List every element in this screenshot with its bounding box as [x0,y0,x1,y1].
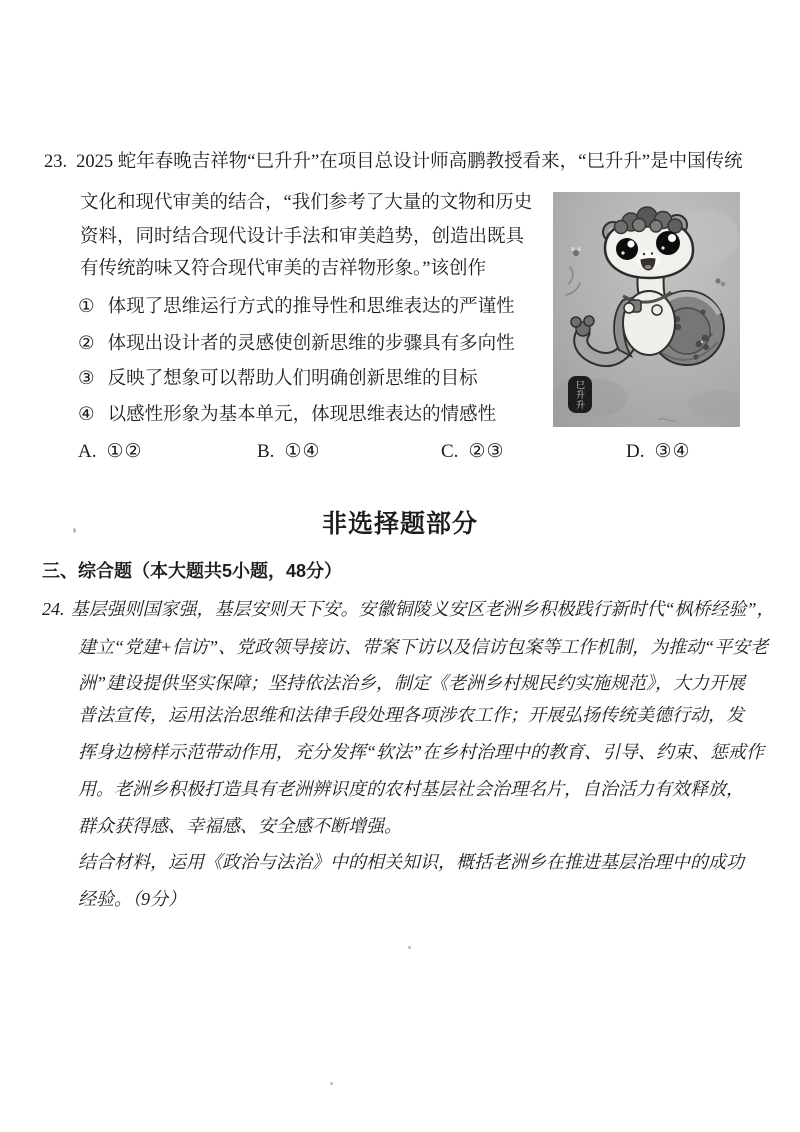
q24-line-3: 洲”建设提供坚实保障；坚持依法治乡，制定《老洲乡村规民约实施规范》，大力开展 [78,673,746,693]
choice-b [257,440,321,463]
q24-line-4: 普法宣传，运用法治思维和法律手段处理各项涉农工作；开展弘扬传统美德行动，发 [78,705,744,725]
circled-4-marker: ④ [78,405,95,425]
mascot-seal: 巳升升 [568,376,592,413]
choice-c-value: ②③ [468,441,505,462]
q24-line-6: 用。老洲乡积极打造具有老洲辨识度的农村基层社会治理名片，自治活力有效释放， [78,779,744,799]
q24-line-1 [42,598,775,620]
choice-a-label: A. [78,441,97,462]
q24-line-2: 建立“党建+信访”、党政领导接访、带案下访以及信访包案等工作机制，为推动“平安老 [78,637,769,657]
choice-a-value: ①② [106,441,143,462]
q24-line-8: 结合材料，运用《政治与法治》中的相关知识，概括老洲乡在推进基层治理中的成功 [78,852,744,872]
q23-option-1 [78,292,515,318]
q23-option-2-text: 体现出设计者的灵感使创新思维的步骤具有多向性 [107,334,515,354]
q23-line-1 [44,151,743,173]
q23-option-2 [78,329,515,355]
q23-option-4-text: 以感性形象为基本单元，体现思维表达的情感性 [107,405,497,425]
mascot-figure [553,192,740,427]
q23-line-3: 资料，同时结合现代设计手法和审美趋势，创造出既具 [80,227,525,247]
q23-answer-choices [0,440,800,466]
q23-option-1-text: 体现了思维运行方式的推导性和思维表达的严谨性 [107,297,515,317]
circled-3-marker: ③ [78,369,95,389]
q23-option-3 [78,364,478,390]
choice-c [441,440,505,463]
choice-d [626,440,691,463]
scan-speck [73,528,76,533]
q23-option-3-text: 反映了想象可以帮助人们明确创新思维的目标 [107,369,478,389]
q23-line-1-text: 2025 蛇年春晚吉祥物“巳升升”在项目总设计师高鹏教授看来，“巳升升”是中国传统 [76,152,743,172]
q24-line-5: 挥身边榜样示范带动作用，充分发挥“软法”在乡村治理中的教育、引导、约束、惩戒作 [78,742,765,762]
q24-line-7: 群众获得感、幸福感、安全感不断增强。 [78,816,402,836]
q23-option-4 [78,400,496,426]
choice-b-label: B. [257,441,275,462]
section-3-title: 三、综合题（本大题共5小题，48分） [42,561,343,581]
q24-number: 24. [42,599,65,619]
choice-d-label: D. [626,441,645,462]
q23-line-2: 文化和现代审美的结合，“我们参考了大量的文物和历史 [80,193,533,213]
circled-1-marker: ① [78,297,95,317]
circled-2-marker: ② [78,334,95,354]
choice-d-value: ③④ [654,441,691,462]
q23-number: 23. [44,152,68,172]
choice-c-label: C. [441,441,459,462]
q24-line-9: 经验。（9分） [78,889,186,909]
q23-line-4: 有传统韵味又符合现代审美的吉祥物形象。”该创作 [80,259,486,279]
choice-a [78,440,143,463]
scan-speck [408,946,411,949]
section-header: 非选择题部分 [321,510,478,538]
q24-line-1-text: 基层强则国家强，基层安则天下安。安徽铜陵义安区老洲乡积极践行新时代“枫桥经验”， [70,599,775,619]
choice-b-value: ①④ [284,441,321,462]
scan-speck [330,1082,333,1085]
